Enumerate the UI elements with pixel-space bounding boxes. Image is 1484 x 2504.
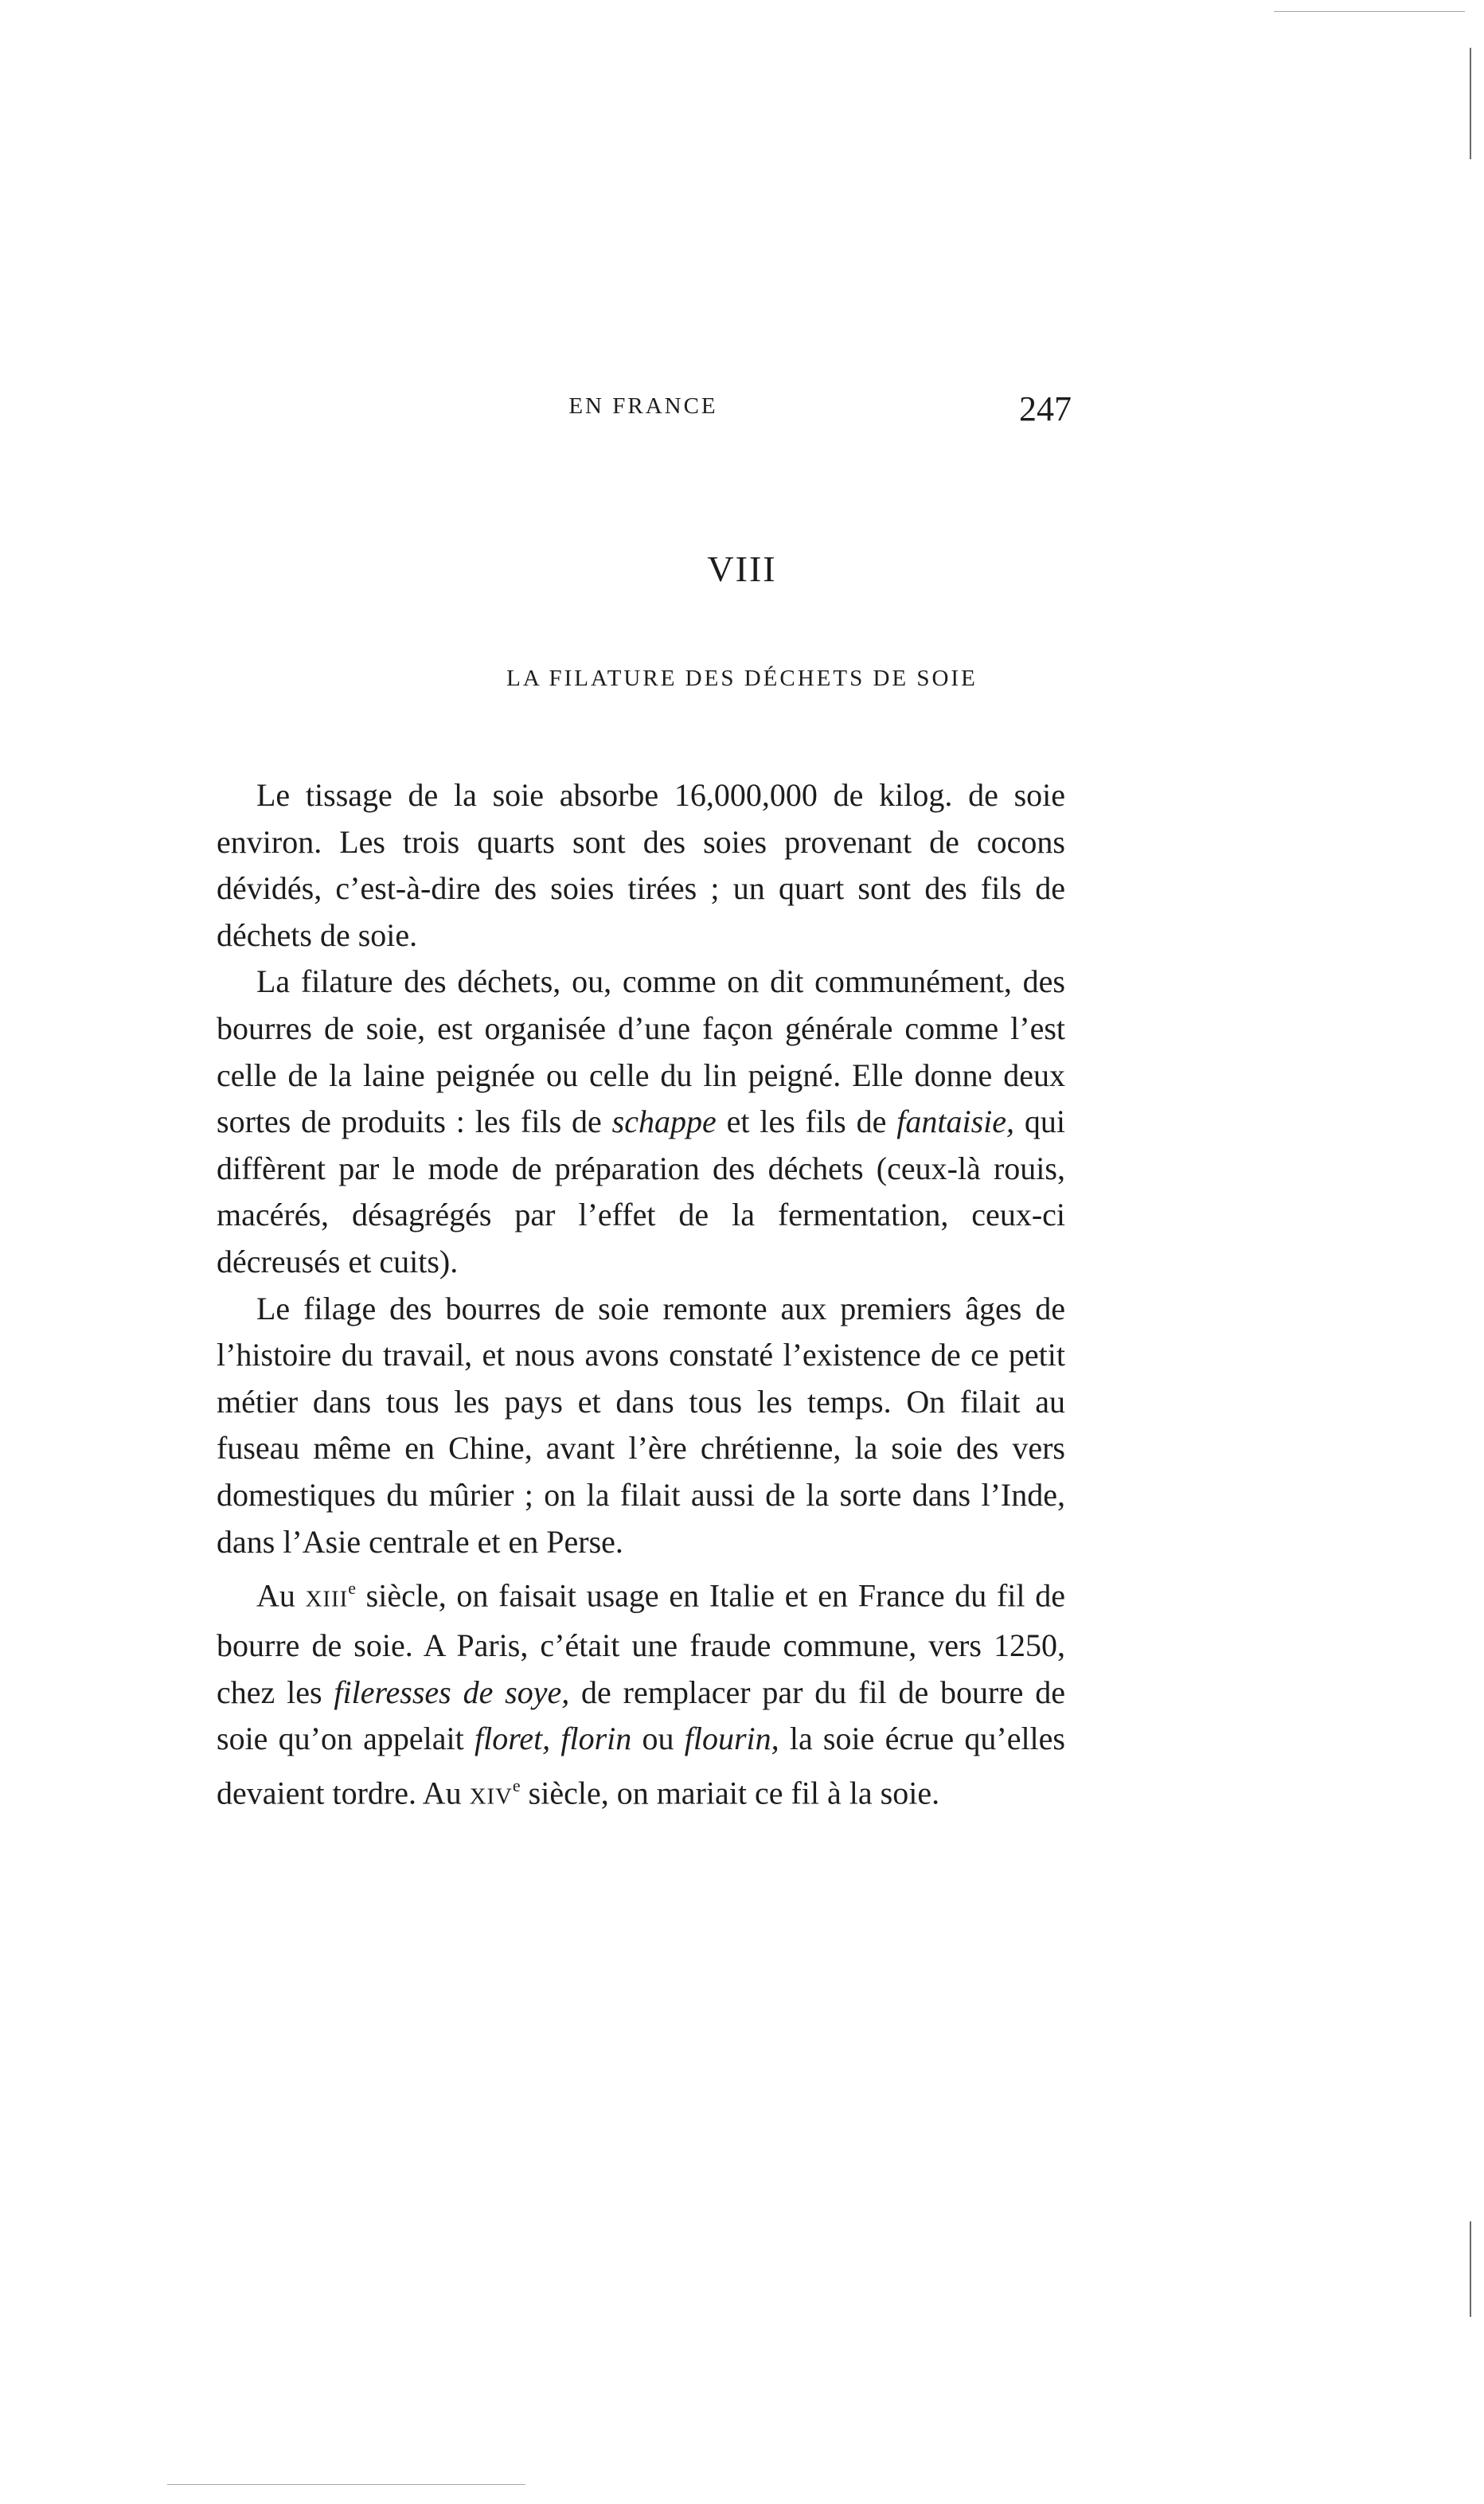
paragraph-2-text-a: La filature des déchets, ou, comme on dit communément, des bourres de soie, est organisée d’une façon générale comme l’est celle de la laine peignée ou celle du lin peigné. Elle donne deux sortes de produits : les fils de [217,963,1065,1140]
term-flourin: flourin, [684,1721,779,1757]
paragraph-2-text-c: qui diffèrent par le mode de préparation des déchets (ceux-là rouis, macérés, désagrégés par l’effet de la fermentation, ceux-ci décreusés et cuits). [217,1104,1065,1279]
term-floret-florin: floret, florin [474,1721,632,1757]
scan-edge-line-right-bottom [1470,2221,1471,2317]
scan-edge-line-bottom [167,2484,525,2485]
term-fileresses-de-soye: fileresses de soye, [334,1674,570,1710]
page-number: 247 [1019,389,1072,428]
paragraph-4-text-a: Au [256,1577,306,1614]
chapter-title: LA FILATURE DES DÉCHETS DE SOIE [506,666,978,691]
paragraph-4-text-c: de remplacer par du fil de bourre de soie qu’on appelait [217,1674,1065,1757]
paragraph-2-text-b: et les fils de [716,1104,897,1140]
paragraph-2 [217,959,1065,1285]
scan-edge-line-top [1274,11,1465,12]
running-title: EN FRANCE [568,393,718,419]
chapter-number: VIII [707,549,777,589]
century-xiv: XIV [469,1783,513,1810]
paragraph-4 [217,1565,1065,1820]
term-fantaisie: fantaisie, [896,1104,1015,1140]
paragraph-4-text-f: siècle, on mariait ce fil à la soie. [520,1775,940,1811]
paragraph-4-text-e: la soie écrue qu’elles devaient tordre. Au [217,1721,1065,1811]
century-xiv-suffix: e [512,1775,521,1795]
century-xiii: XIII [305,1586,349,1612]
scan-edge-line-right-top [1470,48,1471,159]
running-head [215,389,1072,436]
paragraph-3: Le filage des bourres de soie remonte aux premiers âges de l’histoire du travail, et nous avons constaté l’existence de ce petit métier dans tous les pays et dans tous les temps. On filait au fuseau même en Chine, avant l’ère chrétienne, la soie des vers domestiques du mûrier ; on la filait aussi de la sorte dans l’Inde, dans l’Asie centrale et en Perse. [217,1290,1065,1560]
paragraph-4-text-b: siècle, on faisait usage en Italie et en France du fil de bourre de soie. A Paris, c’était une fraude commune, vers 1250, chez les [217,1577,1065,1710]
term-schappe: schappe [611,1104,717,1140]
century-xiii-suffix: e [348,1578,356,1599]
body-text [217,772,1065,1820]
paragraph-4-text-d: ou [631,1721,685,1757]
paragraph-1: Le tissage de la soie absorbe 16,000,000 de kilog. de soie environ. Les trois quarts sont des soies provenant de cocons dévidés, c’est-à-dire des soies tirées ; un quart sont des fils de déchets de soie. [217,777,1065,953]
